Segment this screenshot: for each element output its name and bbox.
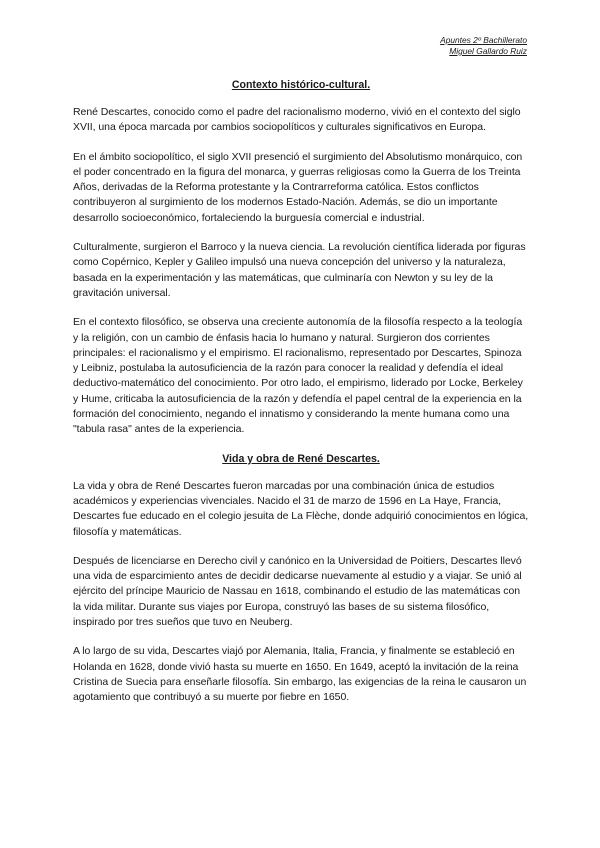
header-author: Miguel Gallardo Ruiz xyxy=(449,46,527,56)
paragraph: A lo largo de su vida, Descartes viajó por Alemania, Italia, Francia, y finalmente se estableció en Holanda en 1628, donde vivió hasta su muerte en 1650. En 1649, aceptó la invitación de la reina Cristina de Suecia para enseñarle filosofía. Sin embargo, las exigencias de la reina le causaron un agotamiento que contribuyó a su muerte por fiebre en 1650. xyxy=(73,645,527,704)
paragraph: En el contexto filosófico, se observa una creciente autonomía de la filosofía respecto a la teología y la religión, con un cambio de énfasis hacia lo humano y natural. Surgieron dos corrientes principales: el racionalismo y el empirismo. El racionalismo, representado por Descartes, Spinoza y Leibniz, postulaba la autosuficiencia de la razón para conocer la realidad y defendía el ideal deductivo-matemático del conocimiento. Por otro lado, el empirismo, liderado por Locke, Berkeley y Hume, criticaba la autosuficiencia de la razón y defendía el papel central de la experiencia en la formación del conocimiento, negando el innatismo y considerando la mente humana como una "tabula rasa" antes de la experiencia. xyxy=(73,316,523,436)
paragraph: La vida y obra de René Descartes fueron marcadas por una combinación única de estudios académicos y experiencias vivenciales. Nacido el 31 de marzo de 1596 en La Haye, Francia, Descartes fue educado en el colegio jesuita de La Flèche, donde adquirió conocimientos en lógica, filosofía y matemáticas. xyxy=(73,479,529,538)
page-header xyxy=(440,35,527,57)
paragraph: René Descartes, conocido como el padre del racionalismo moderno, vivió en el contexto del siglo XVII, una época marcada por cambios sociopolíticos y culturales significativos en Europa. xyxy=(73,106,521,134)
document-body xyxy=(73,78,529,720)
section-title-context: Contexto histórico-cultural. xyxy=(231,79,371,91)
paragraph: Después de licenciarse en Derecho civil y canónico en la Universidad de Poitiers, Descartes llevó una vida de esparcimiento antes de decidir dedicarse nuevamente al estudio y a viajar. Se unió al ejército del príncipe Mauricio de Nassau en 1618, combinando el estudio de las matemáticas con la vida militar. Durante sus viajes por Europa, construyó las bases de su sistema filosófico, inspirado por tres sueños que tuvo en Neuberg. xyxy=(73,554,522,629)
paragraph: Culturalmente, surgieron el Barroco y la nueva ciencia. La revolución científica liderada por figuras como Copérnico, Kepler y Galileo impulsó una nueva concepción del universo y la naturaleza, basada en la experimentación y las matemáticas, que culminaría con Newton y su ley de la gravitación universal. xyxy=(73,241,526,299)
paragraph: En el ámbito sociopolítico, el siglo XVII presenció el surgimiento del Absolutismo monárquico, con el poder concentrado en la figura del monarca, y guerras religiosas como la Guerra de los Treinta Años, derivadas de la Reforma protestante y la Contrarreforma católica. Estos conflictos contribuyeron al surgimiento de los modernos Estado-Nación. Además, se dio un importante desarrollo socioeconómico, fortaleciendo la burguesía comercial e industrial. xyxy=(73,150,523,224)
header-course: Apuntes 2º Bachillerato xyxy=(440,35,527,45)
section-title-life: Vida y obra de René Descartes. xyxy=(222,452,380,465)
